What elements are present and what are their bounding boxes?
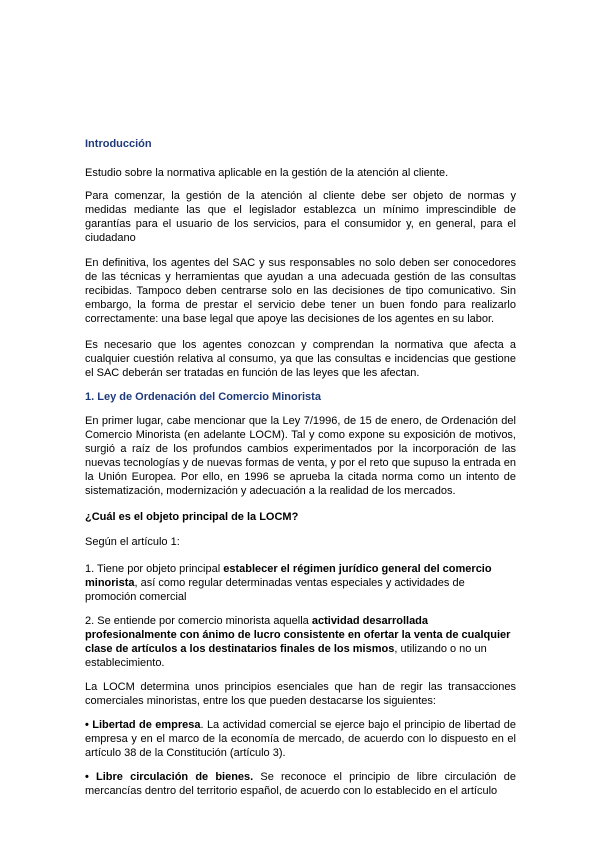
paragraph-articulo-1-1 [85,562,516,604]
bold-run: actividad desarrollada profesionalmente con ánimo de lucro consistente en ofertar la venta de cualquier clase de artículos a los destinatarios finales de los mismos [85,615,511,655]
paragraph-en-definitiva: En definitiva, los agentes del SAC y sus responsables no solo deben ser conocedores de las técnicas y herramientas que ayudan a una adecuada gestión de las consultas recibidas. Tampoco deben centrarse solo en las decisiones de tipo comunicativo. Sin embargo, la forma de prestar el servicio debe tener un buen fondo para realizarlo correctamente: una base legal que apoye las decisiones de los agentes en su labor. [85,257,516,325]
paragraph-articulo-1-2 [85,614,516,670]
paragraph-estudio: Estudio sobre la normativa aplicable en la gestión de la atención al cliente. [85,167,449,179]
text-run: , utilizando o no un establecimiento. [85,643,487,669]
text-run: 1. Tiene por objeto principal [85,563,224,575]
text-run: . La actividad comercial se ejerce bajo el principio de libertad de empresa y en el marco de la economía de mercado, de acuerdo con lo dispuesto en el artículo 38 de la Constitución (artículo 3). [85,719,516,759]
heading-introduccion: Introducción [85,138,152,150]
paragraph-para-comenzar: Para comenzar, la gestión de la atención al cliente debe ser objeto de normas y medidas mediante las que el legislador establezca un mínimo imprescindible de garantías para el usuario de los servicios, para el consumidor y, en general, para el ciudadano [85,190,516,244]
heading-ley-ordenacion: 1. Ley de Ordenación del Comercio Minorista [85,391,321,403]
paragraph-la-locm: La LOCM determina unos principios esenciales que han de regir las transacciones comerciales minoristas, entre los que pueden destacarse los siguientes: [85,681,516,707]
text-run: Se reconoce el principio de libre circulación de mercancías dentro del territorio español, de acuerdo con lo establecido en el artículo [85,771,517,797]
paragraph-en-primer-lugar: En primer lugar, cabe mencionar que la Ley 7/1996, de 15 de enero, de Ordenación del Comercio Minorista (en adelante LOCM). Tal y como expone su exposición de motivos, surgió a raíz de los profundos cambios experimentados por la incorporación de las nuevas tecnologías y de nuevas formas de venta, y por el reto que supuso la entrada en la Unión Europea. Por ello, en 1996 se aprueba la citada norma como un intento de sistematización, modernización y adecuación a la realidad de los mercados. [85,415,516,497]
paragraph-es-necesario: Es necesario que los agentes conozcan y comprendan la normativa que afecta a cualquier cuestión relativa al consumo, ya que las consultas e incidencias que gestione el SAC deberán ser tratadas en función de las leyes que les afectan. [85,339,516,379]
heading-objeto-locm: ¿Cuál es el objeto principal de la LOCM? [85,511,299,523]
text-run: 2. Se entiende por comercio minorista aquella [85,615,312,627]
bold-run: • Libre circulación de bienes. [85,771,254,783]
paragraph-libertad-empresa [85,718,516,760]
paragraph-segun-articulo: Según el artículo 1: [85,536,180,548]
paragraph-libre-circulacion [85,770,516,798]
text-run: , así como regular determinadas ventas especiales y actividades de promoción comercial [85,577,465,603]
bold-run: • Libertad de empresa [85,719,201,731]
bold-run: establecer el régimen jurídico general del comercio minorista [85,563,492,589]
